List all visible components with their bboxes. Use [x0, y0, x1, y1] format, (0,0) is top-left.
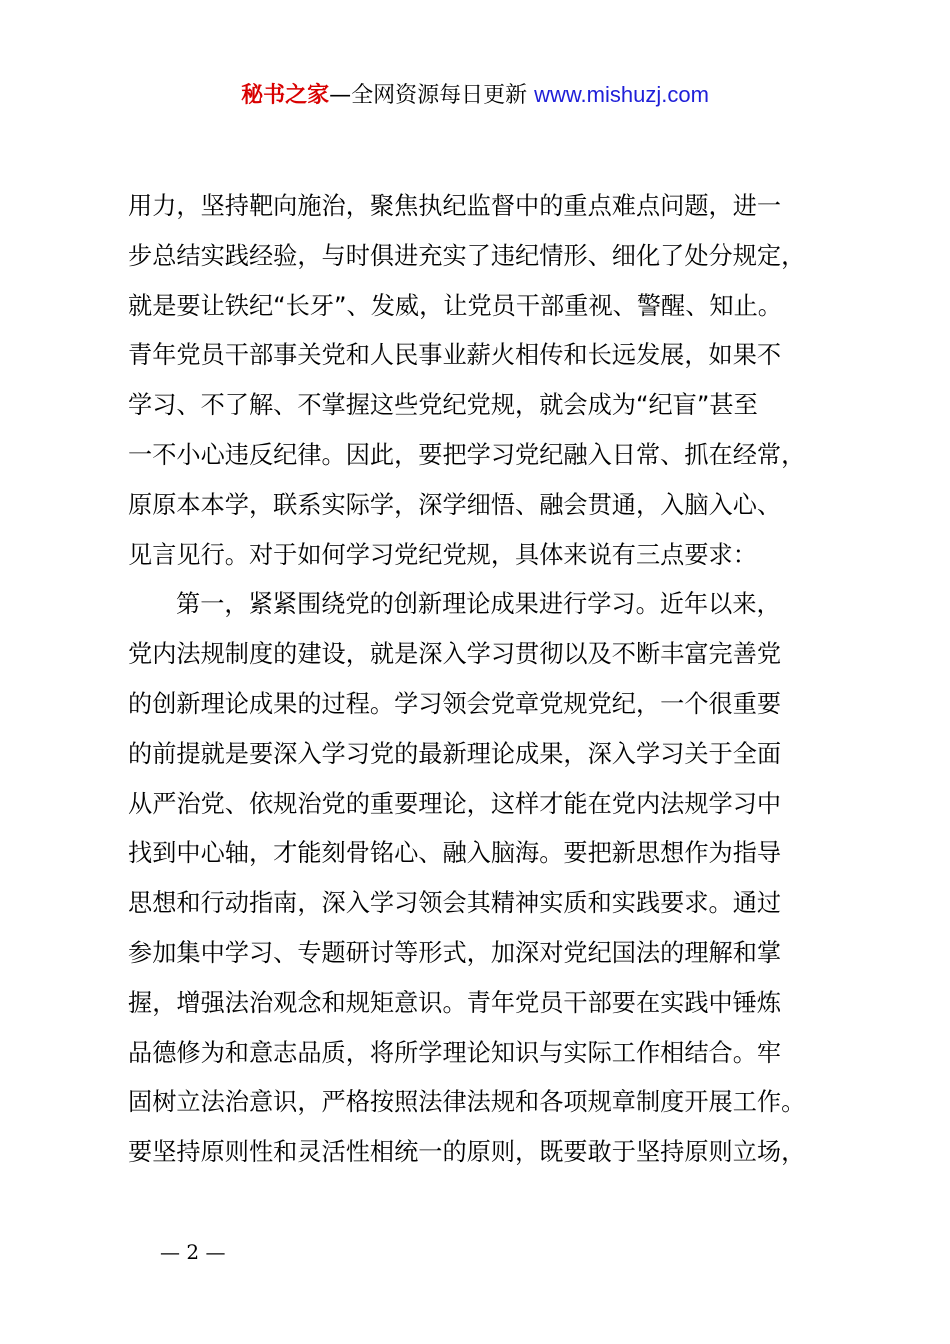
text-line: 党内法规制度的建设，就是深入学习贯彻以及不断丰富完善党 [128, 640, 782, 669]
text-line: 学习、不了解、不掌握这些党纪党规，就会成为“纪盲”甚至 [128, 391, 758, 420]
text-line: 的前提就是要深入学习党的最新理论成果，深入学习关于全面 [128, 739, 782, 768]
text-line: 用力，坚持靶向施治，聚焦执纪监督中的重点难点问题，进一 [128, 192, 782, 220]
text-line: 原原本本学，联系实际学，深学细悟、融会贯通，入脑入心、 [128, 490, 782, 519]
text-line: 品德修为和意志品质，将所学理论知识与实际工作相结合。牢 [128, 1038, 782, 1067]
text-line: 的创新理论成果的过程。学习领会党章党规党纪，一个很重要 [128, 689, 782, 718]
text-line: 青年党员干部事关党和人民事业薪火相传和长远发展，如果不 [128, 341, 782, 370]
text-line: 固树立法治意识，严格按照法律法规和各项规章制度开展工作。 [128, 1088, 806, 1117]
text-line: 思想和行动指南，深入学习领会其精神实质和实践要求。通过 [128, 889, 782, 918]
text-line: 参加集中学习、专题研讨等形式，加深对党纪国法的理解和掌 [128, 938, 782, 967]
text-line: 找到中心轴，才能刻骨铭心、融入脑海。要把新思想作为指导 [128, 839, 782, 868]
text-line: 一不小心违反纪律。因此，要把学习党纪融入日常、抓在经常， [128, 440, 806, 469]
body-text [128, 182, 858, 1178]
text-line: 握，增强法治观念和规矩意识。青年党员干部要在实践中锤炼 [128, 988, 782, 1017]
text-line: 从严治党、依规治党的重要理论，这样才能在党内法规学习中 [128, 789, 782, 818]
header-tagline: —全网资源每日更新 [329, 83, 535, 108]
text-line: 就是要让铁纪“长牙”、发威，让党员干部重视、警醒、知止。 [128, 291, 782, 320]
page-number: — 2 — [160, 1240, 226, 1264]
text-line: 见言见行。对于如何学习党纪党规，具体来说有三点要求： [128, 540, 757, 569]
paragraph-first-line: 第一，紧紧围绕党的创新理论成果进行学习。近年以来， [176, 590, 781, 619]
text-line: 步总结实践经验，与时俱进充实了违纪情形、细化了处分规定， [128, 241, 806, 270]
page-header [0, 78, 950, 113]
text-line: 要坚持原则性和灵活性相统一的原则，既要敢于坚持原则立场， [128, 1138, 806, 1167]
site-url-link[interactable]: www.mishuzj.com [534, 82, 709, 107]
brand-name: 秘书之家 [241, 83, 330, 108]
